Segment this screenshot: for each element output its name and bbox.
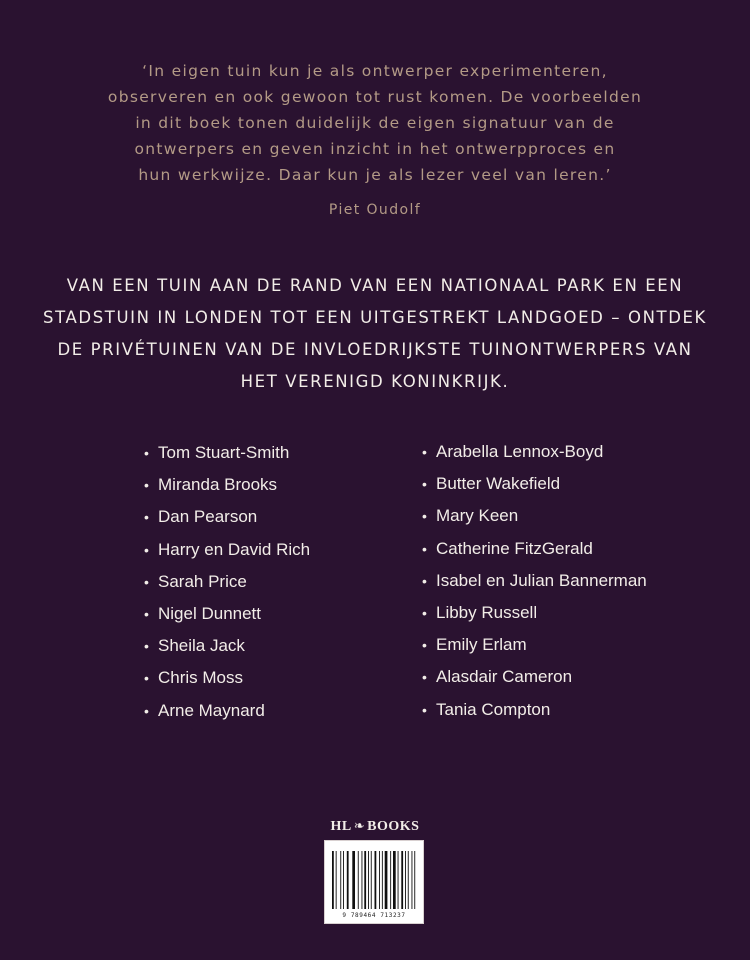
designer-item: • Sarah Price bbox=[144, 566, 310, 598]
barcode-bar bbox=[340, 851, 341, 909]
quote-author: Piet Oudolf bbox=[328, 202, 422, 218]
barcode-bar bbox=[368, 851, 369, 909]
intro-text bbox=[40, 270, 710, 398]
barcode-bars bbox=[331, 851, 419, 909]
barcode-bar bbox=[405, 851, 406, 909]
barcode-bar bbox=[362, 851, 363, 909]
barcode-bar bbox=[375, 851, 377, 909]
barcode-bar bbox=[401, 851, 403, 909]
designer-item: • Miranda Brooks bbox=[144, 469, 310, 501]
designer-item: • Emily Erlam bbox=[422, 629, 647, 661]
designer-item: • Sheila Jack bbox=[144, 630, 310, 662]
quote-line: hun werkwijze. Daar kun je als lezer veel van leren.’ bbox=[138, 166, 612, 184]
barcode-bar bbox=[408, 851, 409, 909]
barcode-bar bbox=[364, 851, 366, 909]
publisher-logo bbox=[0, 818, 750, 835]
barcode-bar bbox=[382, 851, 383, 909]
barcode-bar bbox=[352, 851, 355, 909]
barcode-bar bbox=[336, 851, 337, 909]
designer-item: • Harry en David Rich bbox=[144, 534, 310, 566]
designer-item: • Tania Compton bbox=[422, 694, 647, 726]
leaf-ornament-icon: ❧ bbox=[353, 818, 366, 833]
designer-item: • Arabella Lennox-Boyd bbox=[422, 436, 647, 468]
designer-item: • Alasdair Cameron bbox=[422, 661, 647, 693]
barcode-bar bbox=[332, 851, 334, 909]
designer-list-left bbox=[144, 437, 310, 727]
barcode-bar bbox=[412, 851, 413, 909]
barcode-number: 9 789464 713237 bbox=[342, 912, 406, 919]
intro-line: DE PRIVÉTUINEN VAN DE INVLOEDRIJKSTE TUINONTWERPERS VAN bbox=[57, 340, 693, 359]
barcode-bar bbox=[414, 851, 415, 909]
designer-item: • Catherine FitzGerald bbox=[422, 533, 647, 565]
quote-line: in dit boek tonen duidelijk de eigen signatuur van de bbox=[135, 114, 615, 132]
designer-item: • Tom Stuart-Smith bbox=[144, 437, 310, 469]
barcode-bar bbox=[343, 851, 344, 909]
barcode-bar bbox=[398, 851, 399, 909]
quote-line: ‘In eigen tuin kun je als ontwerper experimenteren, bbox=[142, 62, 608, 80]
barcode-bar bbox=[379, 851, 380, 909]
publisher-name-left: HL bbox=[330, 819, 352, 834]
designer-item: • Dan Pearson bbox=[144, 501, 310, 533]
designer-item: • Butter Wakefield bbox=[422, 468, 647, 500]
publisher-name-right: BOOKS bbox=[367, 819, 420, 834]
barcode-bar bbox=[347, 851, 349, 909]
intro-line: HET VERENIGD KONINKRIJK. bbox=[240, 372, 510, 391]
barcode-bar bbox=[358, 851, 359, 909]
quote-line: observeren en ook gewoon tot rust komen. De voorbeelden bbox=[107, 88, 643, 106]
designer-item: • Isabel en Julian Bannerman bbox=[422, 565, 647, 597]
designer-item: • Chris Moss bbox=[144, 662, 310, 694]
designer-item: • Libby Russell bbox=[422, 597, 647, 629]
quote-line: ontwerpers en geven inzicht in het ontwerpproces en bbox=[134, 140, 616, 158]
designer-list-right bbox=[422, 436, 647, 726]
barcode-bar bbox=[393, 851, 396, 909]
designer-item: • Nigel Dunnett bbox=[144, 598, 310, 630]
barcode-bar bbox=[385, 851, 388, 909]
quote bbox=[60, 58, 690, 188]
intro-line: STADSTUIN IN LONDEN TOT EEN UITGESTREKT LANDGOED – ONTDEK bbox=[43, 308, 707, 327]
designer-item: • Mary Keen bbox=[422, 500, 647, 532]
barcode bbox=[324, 840, 424, 924]
intro-line: VAN EEN TUIN AAN DE RAND VAN EEN NATIONAAL PARK EN EEN bbox=[66, 276, 684, 295]
designer-item: • Arne Maynard bbox=[144, 695, 310, 727]
barcode-bar bbox=[390, 851, 391, 909]
barcode-bar bbox=[371, 851, 372, 909]
